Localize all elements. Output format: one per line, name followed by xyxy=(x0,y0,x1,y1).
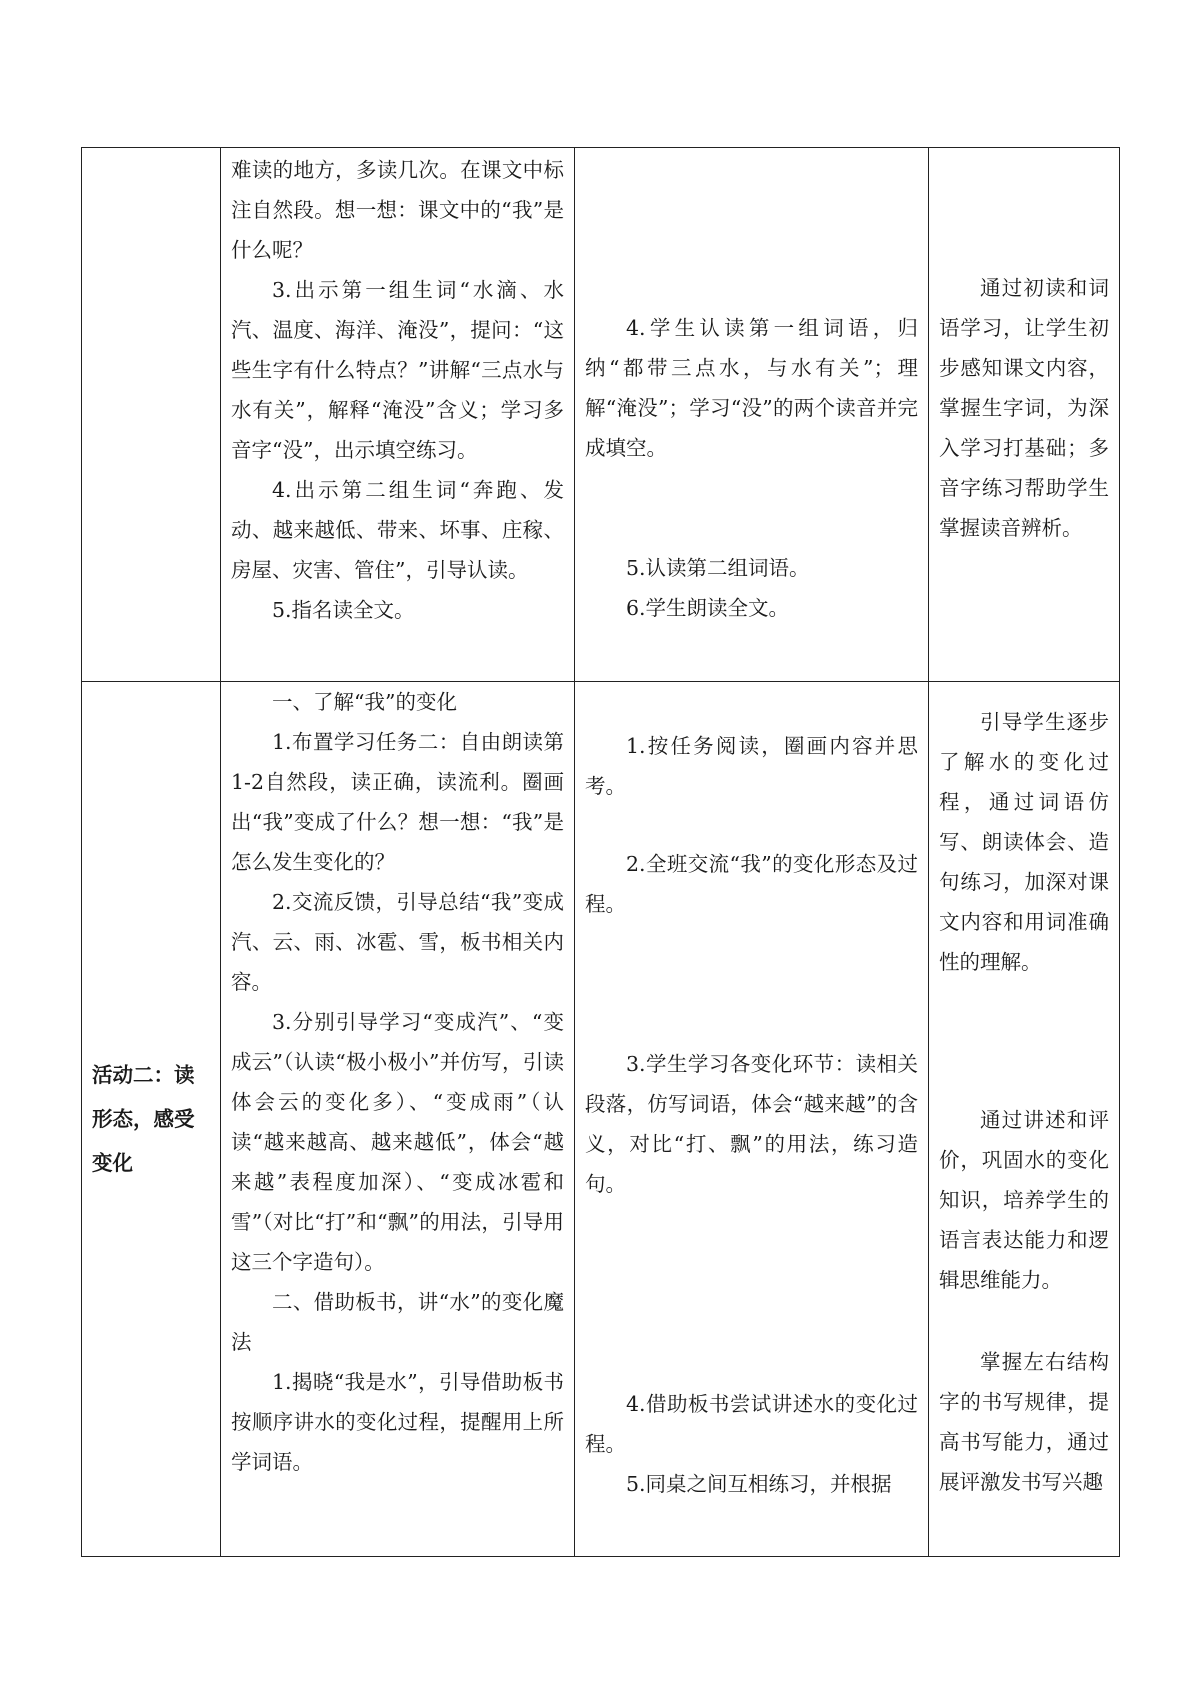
design-intent-cell xyxy=(929,148,1120,682)
teacher-activity-cell xyxy=(221,682,575,1557)
student-activity-cell xyxy=(575,682,929,1557)
paragraph: 5.同桌之间互相练习，并根据 xyxy=(626,1472,892,1496)
activity-cell xyxy=(82,682,221,1557)
section-heading: 二、借助板书，讲“水”的变化魔法 xyxy=(231,1290,564,1354)
teacher-activity-cell xyxy=(221,148,575,682)
paragraph: 1.揭晓“我是水”，引导借助板书按顺序讲水的变化过程，提醒用上所学词语。 xyxy=(231,1370,564,1474)
paragraph: 3.学生学习各变化环节：读相关段落，仿写词语，体会“越来越”的含义，对比“打、飘”的用法，练习造句。 xyxy=(585,1052,918,1196)
paragraph: 3.出示第一组生词“水滴、水汽、温度、海洋、淹没”，提问：“这些生字有什么特点？”讲解“三点水与水有关”，解释“淹没”含义；学习多音字“没”，出示填空练习。 xyxy=(231,278,564,462)
paragraph: 3.分别引导学习“变成汽”、“变成云”（认读“极小极小”并仿写，引读体会云的变化多）、“变成雨”（认读“越来越高、越来越低”，体会“越来越”表程度加深）、“变成冰雹和雪”（对比“打”和“飘”的用法，引导用这三个字造句）。 xyxy=(231,1010,564,1274)
paragraph: 6.学生朗读全文。 xyxy=(626,596,790,620)
paragraph: 1.按任务阅读，圈画内容并思考。 xyxy=(585,734,918,798)
paragraph: 4.出示第二组生词“奔跑、发动、越来越低、带来、坏事、庄稼、房屋、灾害、管住”，引导认读。 xyxy=(231,478,564,582)
paragraph: 掌握左右结构字的书写规律，提高书写能力，通过展评激发书写兴趣 xyxy=(939,1350,1109,1494)
paragraph: 1.布置学习任务二：自由朗读第1-2自然段，读正确，读流利。圈画出“我”变成了什么？想一想：“我”是怎么发生变化的？ xyxy=(231,730,564,874)
paragraph: 4.学生认读第一组词语，归纳“都带三点水，与水有关”；理解“淹没”；学习“没”的两个读音并完成填空。 xyxy=(585,316,918,460)
table-row xyxy=(82,682,1120,1557)
paragraph: 5.认读第二组词语。 xyxy=(626,556,810,580)
paragraph: 5.指名读全文。 xyxy=(272,598,415,622)
activity-cell-empty xyxy=(82,148,221,682)
paragraph: 引导学生逐步了解水的变化过程，通过词语仿写、朗读体会、造句练习，加深对课文内容和用词准确性的理解。 xyxy=(939,710,1109,974)
student-activity-cell xyxy=(575,148,929,682)
activity-title: 活动二：读形态，感受变化 xyxy=(92,1063,195,1175)
paragraph: 难读的地方，多读几次。在课文中标注自然段。想一想：课文中的“我”是什么呢？ xyxy=(231,158,564,262)
paragraph: 2.交流反馈，引导总结“我”变成汽、云、雨、冰雹、雪，板书相关内容。 xyxy=(231,890,564,994)
design-intent-cell xyxy=(929,682,1120,1557)
paragraph: 2.全班交流“我”的变化形态及过程。 xyxy=(585,852,918,916)
paragraph: 4.借助板书尝试讲述水的变化过程。 xyxy=(585,1392,918,1456)
paragraph: 通过初读和词语学习，让学生初步感知课文内容，掌握生字词，为深入学习打基础；多音字练习帮助学生掌握读音辨析。 xyxy=(939,276,1109,540)
section-heading: 一、了解“我”的变化 xyxy=(272,690,457,714)
lesson-plan-table xyxy=(81,147,1120,1557)
table-row xyxy=(82,148,1120,682)
paragraph: 通过讲述和评价，巩固水的变化知识，培养学生的语言表达能力和逻辑思维能力。 xyxy=(939,1108,1109,1292)
